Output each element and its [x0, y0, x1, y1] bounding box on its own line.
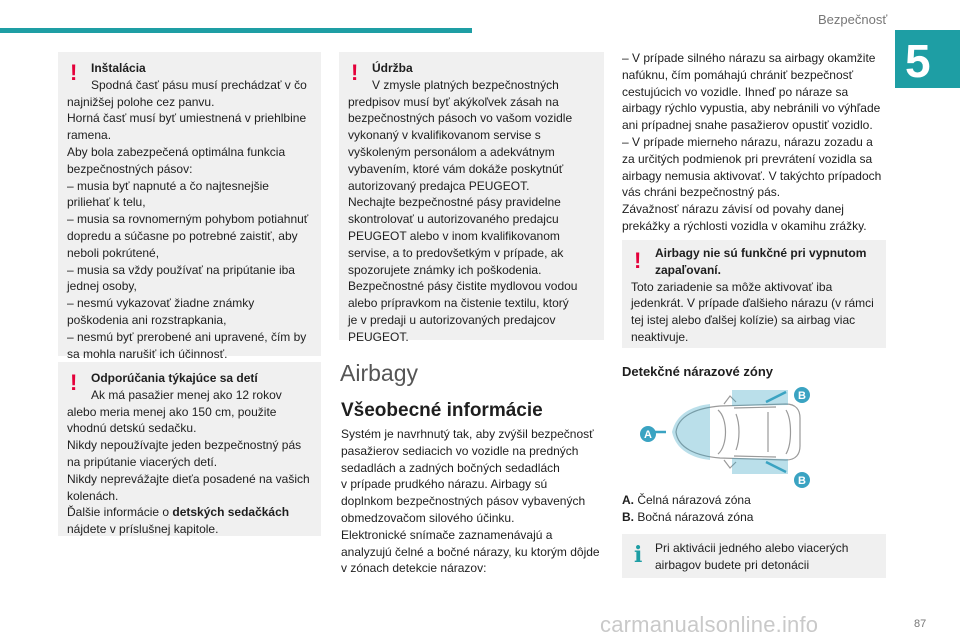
maintenance-line: vykonaný v kvalifikovanom servise s [348, 128, 541, 143]
maintenance-line: bezpečnostných pásoch vo vašom vozidle [348, 111, 573, 126]
legend-item [622, 492, 753, 509]
children-title: Odporúčania týkajúce sa detí [91, 371, 258, 385]
children-reference-bold: detských sedačkách [172, 505, 290, 520]
airbags-ignition-line: Toto zariadenie sa môže aktivovať iba [631, 279, 833, 294]
maintenance-line: spozorujete známky ich poškodenia. [348, 262, 542, 277]
children-line: alebo meria menej ako 150 cm, použite [67, 404, 277, 419]
airbags-ignition-line: jedenkrát. V prípade ďalšieho nárazu (v rámci [631, 296, 874, 311]
legend-key: B. [622, 509, 634, 524]
children-warning-box [58, 362, 321, 536]
info-line: Pri aktivácii jedného alebo viacerých [655, 541, 849, 555]
maintenance-line: alebo prípravkom na čistenie textilu, ktorý [348, 296, 569, 311]
installation-line: – musia byť napnuté a čo najtesnejšie [67, 178, 269, 193]
general-info-line: v zónach detekcie nárazov: [341, 561, 487, 576]
children-reference-prefix: Ďalšie informácie o [67, 505, 173, 520]
children-line: Nikdy nepoužívajte jeden bezpečnostný pás [67, 438, 302, 453]
maintenance-line: autorizovaný predajca PEUGEOT. [348, 178, 530, 193]
maintenance-warning-box [339, 52, 604, 344]
general-info-heading: Všeobecné informácie [341, 400, 543, 421]
airbag-behavior-line: Závažnosť nárazu závisí od povahy danej [622, 202, 844, 217]
info-box [622, 534, 886, 578]
maintenance-line: Nechajte bezpečnostné pásy pravidelne [348, 195, 561, 210]
legend-key: A. [622, 493, 634, 507]
label-b-badge-top [794, 387, 810, 403]
svg-text:B: B [798, 390, 806, 402]
airbag-behavior-line: cestujúcich vo vozidle. Ihneď po náraze sa [622, 84, 849, 99]
installation-line: priliehať k telu, [67, 195, 146, 210]
children-line: vhodnú detskú sedačku. [67, 421, 197, 436]
airbag-behavior-text [622, 50, 892, 235]
maintenance-line: skontrolovať u autorizovaného predajcu [348, 212, 559, 227]
children-line: Nikdy neprevážajte dieťa posadené na vašich [67, 471, 310, 486]
general-info-line: analyzujú čelné a bočné nárazy, ku ktorým dôjde [341, 544, 600, 559]
installation-line: Horná časť musí byť umiestnená v priehlbine [67, 111, 307, 126]
info-line: airbagov budete pri detonácii [655, 557, 810, 572]
installation-line: – musia sa rovnomerným pohybom potiahnuť [67, 212, 309, 227]
label-a-badge [640, 426, 656, 442]
installation-line: sa mohla narušiť ich účinnosť. [67, 346, 228, 361]
legend-item [622, 509, 753, 526]
svg-text:A: A [644, 429, 652, 441]
warning-icon: ! [634, 248, 642, 273]
general-info-text [341, 426, 606, 577]
svg-text:B: B [798, 475, 806, 487]
children-line: nájdete v príslušnej kapitole. [67, 522, 219, 537]
children-line: kolenách. [67, 488, 119, 503]
chapter-number: 5 [905, 35, 931, 87]
label-b-badge-bottom [794, 472, 810, 488]
airbags-ignition-warning-box [622, 240, 886, 348]
warning-icon: ! [351, 60, 359, 85]
installation-line: najnižšej polohe cez panvu. [67, 94, 215, 109]
installation-line: – nesmú vykazovať žiadne známky [67, 296, 255, 311]
impact-zones-diagram [636, 384, 816, 494]
installation-line: ramena. [67, 128, 112, 143]
side-zone-marker [732, 390, 788, 474]
warning-icon: ! [70, 60, 78, 85]
airbag-behavior-line: airbagy nemusia aktivovať. V takýchto prípadoch [622, 168, 882, 183]
general-info-line: obmedzovačom silového účinku. [341, 510, 515, 525]
airbag-behavior-line: – V prípade mierneho nárazu, nárazu zozadu a [622, 134, 873, 149]
legend-text: Bočná nárazová zóna [637, 509, 754, 524]
airbag-behavior-line: – V prípade silného nárazu sa airbagy okamžite [622, 51, 876, 65]
airbag-behavior-line: airbagy rýchlo vypustia, aby nebránili vo výhľade [622, 101, 881, 116]
general-info-line: doplnkom bezpečnostných pásov vybavených [341, 494, 586, 509]
maintenance-line: Bezpečnostné pásy čistite mydlovou vodou [348, 279, 578, 294]
maintenance-line: V zmysle platných bezpečnostných [372, 77, 559, 92]
info-icon: i [634, 542, 643, 568]
airbag-behavior-line: prekážky a rýchlosti vozidla v okamihu zrážky. [622, 218, 867, 233]
general-info-line: v prípade prudkého nárazu. Airbagy sú [341, 477, 548, 492]
front-zone-marker [672, 404, 710, 460]
airbags-ignition-title: zapaľovaní. [655, 262, 721, 277]
installation-line: – musia sa vždy používať na pripútanie iba [67, 262, 295, 277]
airbags-ignition-title: Airbagy nie sú funkčné pri vypnutom [655, 246, 867, 260]
maintenance-line: servise, a to predovšetkým v prípade, ak [348, 245, 564, 260]
impact-zones-heading: Detekčné nárazové zóny [622, 364, 774, 379]
maintenance-title: Údržba [372, 61, 413, 75]
installation-line: jednej osoby, [67, 279, 137, 294]
general-info-line: Elektronické snímače zaznamenávajú a [341, 527, 553, 542]
installation-line: Spodná časť pásu musí prechádzať v čo [91, 77, 307, 92]
airbag-behavior-line: za určitých podmienok pri prevrátení vozidla sa [622, 151, 873, 166]
maintenance-line: predpisov musí byť akýkoľvek zásah na [348, 94, 559, 109]
airbag-behavior-line: vás chráni bezpečnostný pás. [622, 185, 781, 200]
maintenance-line: PEUGEOT alebo v inom kvalifikovanom [348, 228, 560, 243]
installation-line: bezpečnostných pásov: [67, 161, 193, 176]
maintenance-line: vybavením, ktoré vám dokáže poskytnúť [348, 161, 564, 176]
children-line: Ak má pasažier menej ako 12 rokov [91, 387, 282, 402]
airbags-heading: Airbagy [340, 360, 418, 386]
installation-line: Aby bola zabezpečená optimálna funkcia [67, 144, 286, 159]
section-title: Bezpečnosť [818, 12, 888, 27]
top-accent-bar [0, 28, 472, 33]
children-line-reference [67, 504, 317, 521]
installation-warning-box [58, 52, 321, 361]
legend-text: Čelná nárazová zóna [637, 493, 751, 507]
airbags-ignition-line: neaktivuje. [631, 329, 689, 344]
airbag-behavior-line: ani prípadnej snahe pasažierov opustiť vozidlo. [622, 118, 873, 133]
installation-line: dopredu a súčasne po potrebné zaistiť, aby [67, 228, 298, 243]
general-info-line: pasažierov sediacich vo vozidle na predných [341, 443, 579, 458]
installation-title: Inštalácia [91, 61, 146, 75]
airbag-behavior-line: nafúknu, čím pomáhajú chrániť bezpečnosť [622, 67, 854, 82]
general-info-line: sedadlách a zadných bočných sedadlách [341, 460, 560, 475]
children-line: na pripútanie viacerých detí. [67, 454, 218, 469]
watermark: carmanualsonline.info [600, 612, 819, 637]
installation-line: neboli pokrútené, [67, 245, 160, 260]
maintenance-line: PEUGEOT. [348, 329, 409, 344]
maintenance-line: je v predaji u autorizovaných predajcov [348, 312, 556, 327]
general-info-line: Systém je navrhnutý tak, aby zvýšil bezpečnosť [341, 427, 594, 441]
page-number: 87 [914, 618, 927, 630]
airbags-ignition-line: tej istej alebo ďalšej kolízie) sa airbag viac [631, 313, 856, 328]
warning-icon: ! [70, 370, 78, 395]
impact-zones-legend [622, 492, 753, 526]
installation-line: poškodenia ani rozstrapkania, [67, 312, 227, 327]
maintenance-line: vyškoleným personálom a adekvátnym [348, 144, 555, 159]
installation-line: – nesmú byť prerobené ani upravené, čím by [67, 329, 307, 344]
